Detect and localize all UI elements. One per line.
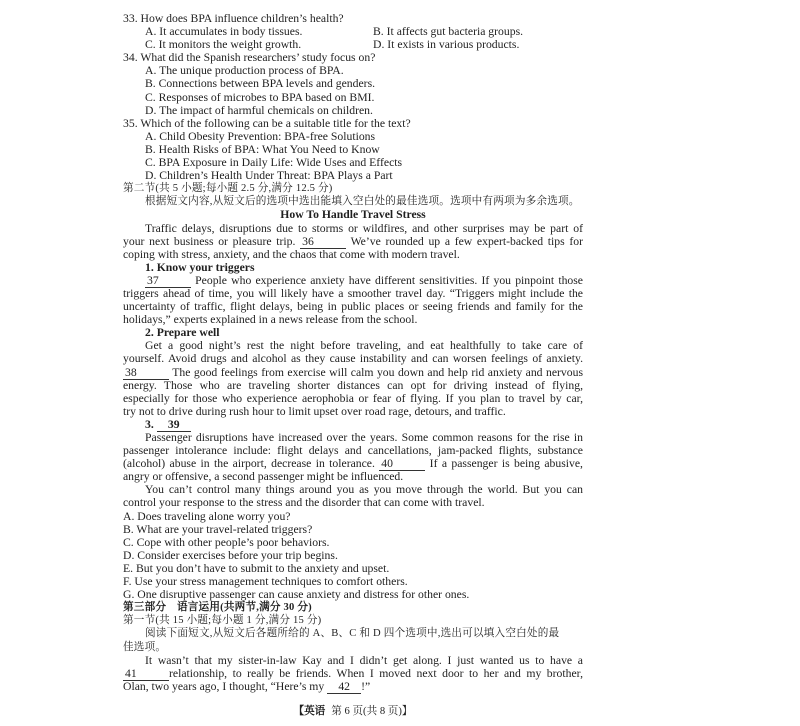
tip-1-line-1 [123, 274, 583, 287]
conclusion-line-1: You can’t control many things around you as you move through the world. But you can [145, 483, 583, 497]
tip-1-line-3: uncertainty of traffic, flight delays, being in public places or seeing friends and family for the [123, 300, 583, 314]
intro-line-3: coping with stress, anxiety, and the chaos that come with modern travel. [123, 247, 460, 261]
choice-e: E. But you don’t have to submit to the anxiety and upset. [123, 561, 390, 575]
question-33-stem: 33. How does BPA influence children’s health? [123, 12, 344, 25]
cloze-line-2 [123, 667, 583, 680]
tip-3-number: 3. [145, 417, 157, 431]
exam-page [123, 12, 583, 693]
part-3-heading: 第三部分 语言运用(共两节,满分 30 分) [123, 602, 312, 614]
tip-3-line-3-after: If a passenger is being abusive, [425, 457, 583, 471]
question-34-option-c: C. Responses of microbes to BPA based on BMI. [145, 90, 375, 104]
question-34-option-a: A. The unique production process of BPA. [145, 64, 344, 78]
question-33-option-d: D. It exists in various products. [373, 38, 520, 52]
cloze-line-2-after: relationship, to really be friends. When I moved next door to her and my brother, [169, 666, 583, 680]
question-34-stem: 34. What did the Spanish researchers’ study focus on? [123, 51, 376, 65]
footer-page-number: 第 6 页(共 8 页)】 [331, 706, 413, 717]
tip-2-line-1: Get a good night’s rest the night before traveling, and eat healthfully to take care of [145, 339, 583, 353]
section-2-heading: 第二节(共 5 小题;每小题 2.5 分,满分 12.5 分) [123, 183, 333, 195]
tip-1-line-4: holidays,” experts explained in a news release from the school. [123, 313, 418, 327]
blank-42: 42 [327, 682, 361, 694]
blank-37: 37 [145, 276, 191, 288]
question-35-option-d: D. Children’s Health Under Threat: BPA Plays a Part [145, 169, 393, 183]
choice-f: F. Use your stress management techniques to comfort others. [123, 575, 408, 589]
blank-36: 36 [300, 237, 346, 249]
part-3-section-1-heading: 第一节(共 15 小题;每小题 1 分,满分 15 分) [123, 615, 322, 627]
tip-3-line-2: passenger intolerance include: flight delays and cancellations, jam-packed flights, substance [123, 444, 583, 458]
tip-2-line-4: energy. Those who are traveling shorter distances can opt for driving instead of flying, [123, 378, 583, 392]
passage-title: How To Handle Travel Stress [280, 208, 426, 222]
tip-3-line-3-before: (alcohol) abuse in the airport, decrease in tolerance. [123, 457, 380, 471]
blank-38: 38 [123, 368, 169, 380]
page-footer [123, 705, 583, 718]
tip-2-line-6: try not to drive during rush hour to limit upset over road rage, detours, and traffic. [123, 404, 506, 418]
intro-line-2-before: your next business or pleasure trip. [123, 234, 301, 248]
tip-1-line-1-after: People who experience anxiety have different sensitivities. If you pinpoint those [191, 273, 583, 287]
blank-41: 41 [123, 669, 169, 681]
tip-2-heading: 2. Prepare well [145, 326, 220, 340]
cloze-line-3 [123, 680, 583, 693]
question-34-option-b: B. Connections between BPA levels and genders. [145, 77, 376, 91]
tip-2-line-5: especially for those who experience aerophobia or fear of flying. If you plan to travel by car, [123, 391, 583, 405]
tip-3-line-1: Passenger disruptions have increased over the years. Some common reasons for the rise in [145, 431, 583, 444]
footer-subject: 【英语 [293, 706, 326, 717]
blank-39: 39 [157, 420, 191, 432]
tip-1-heading: 1. Know your triggers [145, 260, 255, 274]
choice-g: G. One disruptive passenger can cause anxiety and distress for other ones. [123, 588, 470, 602]
question-33-option-b: B. It affects gut bacteria groups. [373, 25, 524, 39]
tip-1-line-2: triggers ahead of time, you will likely have a smoother travel day. “Triggers might include the [123, 286, 583, 300]
part-3-instructions-line-1: 阅读下面短文,从短文后各题所给的 A、B、C 和 D 四个选项中,选出可以填入空白处的最 [145, 628, 560, 640]
section-2-instructions: 根据短文内容,从短文后的选项中选出能填入空白处的最佳选项。选项中有两项为多余选项。 [145, 196, 580, 208]
tip-2-line-2: yourself. Avoid drugs and alcohol as they cause instability and can worsen feelings of anxiety. [123, 352, 583, 366]
question-33-option-c: C. It monitors the weight growth. [145, 38, 302, 52]
tip-3-heading [123, 418, 583, 431]
question-35-option-c: C. BPA Exposure in Daily Life: Wide Uses and Effects [145, 156, 403, 170]
question-35-option-a: A. Child Obesity Prevention: BPA-free Solutions [145, 129, 376, 143]
choice-b: B. What are your travel-related triggers? [123, 522, 313, 536]
tip-3-line-4: angry or offensive, a second passenger might be influenced. [123, 470, 404, 484]
cloze-line-1: It wasn’t that my sister-in-law Kay and I didn’t get along. I just wanted us to have a [145, 653, 583, 667]
cloze-line-3-after: !” [361, 679, 371, 693]
tip-2-line-3 [123, 366, 583, 379]
question-33-options-a-b [123, 25, 583, 38]
choice-a: A. Does traveling alone worry you? [123, 509, 291, 523]
intro-line-2-after: We’ve rounded up a few expert-backed tips for [346, 234, 583, 248]
question-35-option-b: B. Health Risks of BPA: What You Need to Know [145, 142, 380, 156]
blank-40: 40 [379, 459, 425, 471]
part-3-instructions-line-2: 佳选项。 [123, 641, 167, 653]
choice-d: D. Consider exercises before your trip begins. [123, 548, 338, 562]
intro-line-1: Traffic delays, disruptions due to storms or wildfires, and other surprises may be part of [145, 221, 583, 235]
question-34-option-d: D. The impact of harmful chemicals on children. [145, 103, 373, 117]
question-33-options-c-d [123, 38, 583, 51]
conclusion-line-2: control your response to the stress and the disorder that can come with travel. [123, 496, 485, 510]
cloze-line-3-before: Olan, two years ago, I thought, “Here’s my [123, 679, 328, 693]
tip-2-line-3-after: The good feelings from exercise will calm you down and help rid anxiety and nervous [169, 365, 583, 379]
question-35-stem: 35. Which of the following can be a suitable title for the text? [123, 116, 411, 130]
tip-3-line-3 [123, 457, 583, 470]
question-33-option-a: A. It accumulates in body tissues. [145, 25, 303, 39]
intro-line-2 [123, 235, 583, 248]
choice-c: C. Cope with other people’s poor behaviors. [123, 535, 330, 549]
